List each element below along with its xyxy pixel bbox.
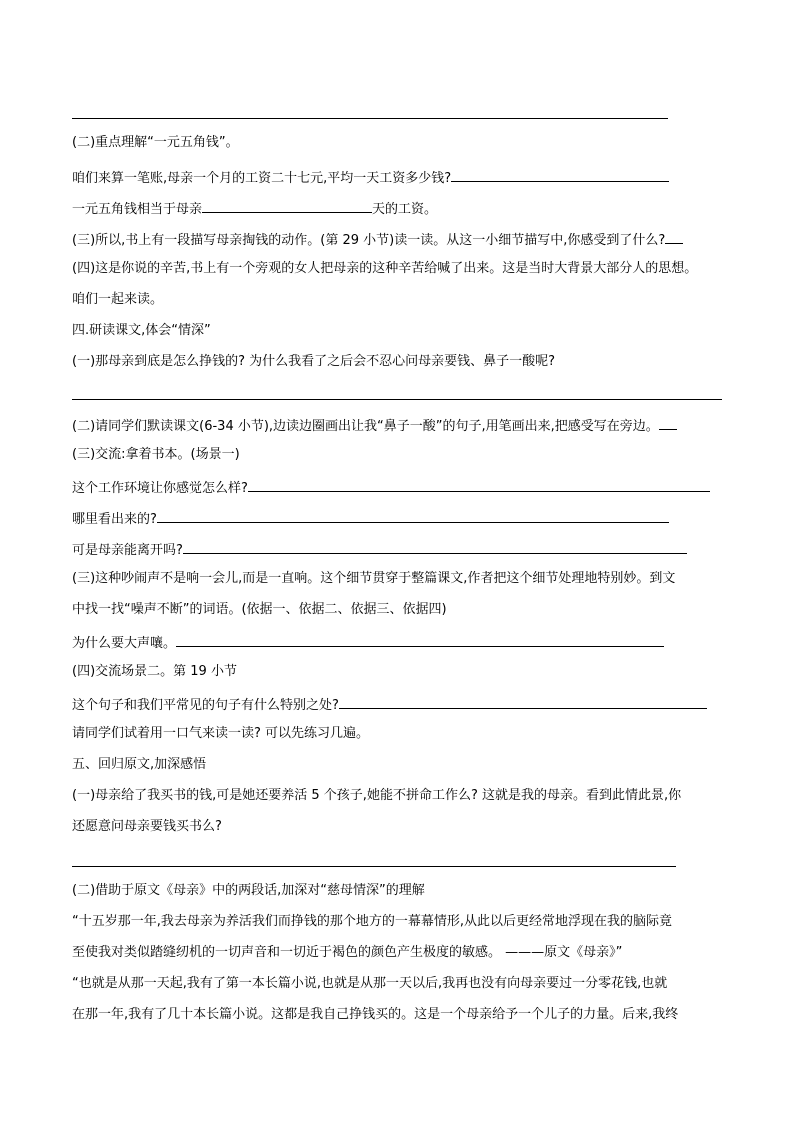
question-text <box>72 508 669 529</box>
answer-line[interactable] <box>72 399 722 400</box>
paragraph-text <box>72 229 683 250</box>
paragraph-text: (四)这是你说的辛苦,书上有一个旁观的女人把母亲的这种辛苦给喊了出来。这是当时大背景大部分人的思想。 <box>72 261 698 276</box>
question-text <box>72 632 664 653</box>
section-heading: (四)交流场景二。第 19 小节 <box>72 664 237 679</box>
question-label: 可是母亲能离开吗? <box>72 543 183 558</box>
answer-line <box>72 118 668 119</box>
question-text <box>72 198 437 219</box>
answer-blank[interactable] <box>339 694 707 709</box>
question-label: 这个句子和我们平常见的句子有什么特别之处? <box>72 698 339 713</box>
question-label: 一元五角钱相当于母亲 <box>72 202 203 217</box>
section-heading: (三)交流:拿着书本。(场景一) <box>72 447 240 462</box>
answer-blank[interactable] <box>665 229 683 244</box>
question-text <box>72 539 687 560</box>
paragraph-span: (三)所以,书上有一段描写母亲掏钱的动作。(第 29 小节)读一读。从这一小细节描写中,你感受到了什么? <box>72 233 666 248</box>
question-text <box>72 477 710 498</box>
question-label: 为什么要大声嚷。 <box>72 636 177 651</box>
section-heading: 四.研读课文,体会“情深” <box>72 323 211 338</box>
quote-text: 至使我对类似踏缝纫机的一切声音和一切近于褐色的颜色产生极度的敏感。 ———原文《母亲》” <box>72 945 623 960</box>
paragraph-text: 请同学们试着用一口气来读一读? 可以先练习几遍。 <box>72 726 370 741</box>
paragraph-text: 还愿意问母亲要钱买书么? <box>72 819 222 834</box>
question-label: 这个工作环境让你感觉怎么样? <box>72 481 248 496</box>
section-heading: (二)借助于原文《母亲》中的两段话,加深对“慈母情深”的理解 <box>72 883 425 898</box>
answer-blank[interactable] <box>659 415 677 430</box>
paragraph-text: 中找一找“噪声不断”的词语。(依据一、依据二、依据三、依据四) <box>72 602 447 617</box>
paragraph-text <box>72 415 677 436</box>
quote-text: “十五岁那一年,我去母亲为养活我们而挣钱的那个地方的一幕幕情形,从此以后更经常地浮现在我的脑际竟 <box>72 914 673 929</box>
answer-blank[interactable] <box>451 167 669 182</box>
paragraph-span: (二)请同学们默读课文(6-34 小节),边读边圈画出让我“鼻子一酸”的句子,用笔画出来,把感受写在旁边。 <box>72 419 659 434</box>
question-text <box>72 167 669 188</box>
answer-line[interactable] <box>72 866 676 867</box>
quote-text: 在那一年,我有了几十本长篇小说。这都是我自己挣钱买的。这是一个母亲给予一个儿子的力量。后来,我终 <box>72 1007 679 1022</box>
section-heading: 五、回归原文,加深感悟 <box>72 757 207 772</box>
section-heading: (二)重点理解“一元五角钱”。 <box>72 135 239 150</box>
paragraph-text: (一)那母亲到底是怎么挣钱的? 为什么我看了之后会不忍心问母亲要钱、鼻子一酸呢? <box>72 354 556 369</box>
answer-blank[interactable] <box>202 198 372 213</box>
paragraph-text: (一)母亲给了我买书的钱,可是她还要养活 5 个孩子,她能不拼命工作么? 这就是我的母亲。看到此情此景,你 <box>72 788 682 803</box>
answer-blank[interactable] <box>176 632 664 647</box>
answer-blank[interactable] <box>183 539 687 554</box>
answer-blank[interactable] <box>248 477 710 492</box>
question-label: 哪里看出来的? <box>72 512 157 527</box>
paragraph-text: (三)这种吵闹声不是响一会儿,而是一直响。这个细节贯穿于整篇课文,作者把这个细节处理地特别妙。到文 <box>72 571 676 586</box>
question-label: 天的工资。 <box>372 202 438 217</box>
question-label: 咱们来算一笔账,母亲一个月的工资二十七元,平均一天工资多少钱? <box>72 171 452 186</box>
answer-blank[interactable] <box>157 508 669 523</box>
question-text <box>72 694 707 715</box>
quote-text: “也就是从那一天起,我有了第一本长篇小说,也就是从那一天以后,我再也没有向母亲要过一分零花钱,也就 <box>72 976 668 991</box>
paragraph-text: 咱们一起来读。 <box>72 292 164 307</box>
